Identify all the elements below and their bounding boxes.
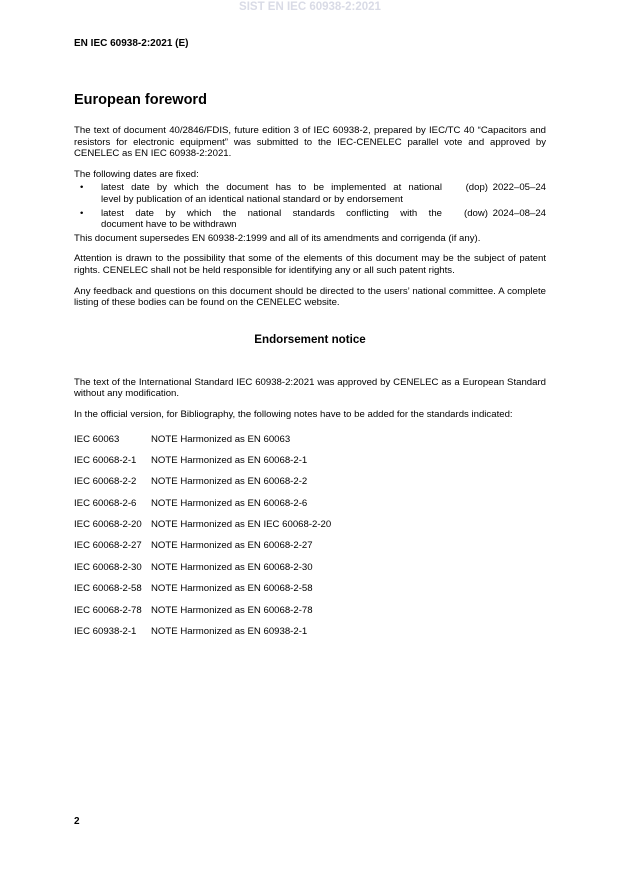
harmonized-note: NOTE Harmonized as EN 60068-2-30 — [151, 561, 313, 573]
harmonized-note: NOTE Harmonized as EN IEC 60068-2-20 — [151, 519, 332, 531]
date-value: 2022–05–24 — [492, 182, 546, 194]
harmonized-note: NOTE Harmonized as EN 60068-2-1 — [151, 454, 308, 466]
watermark: SIST EN IEC 60938-2:2021 — [239, 1, 381, 13]
harmonized-note: NOTE Harmonized as EN 60068-2-2 — [151, 476, 308, 488]
standard-ref: IEC 60068-2-1 — [74, 454, 137, 466]
list-item — [74, 583, 546, 604]
list-item — [74, 626, 546, 647]
foreword-title: European foreword — [74, 92, 207, 108]
page-number: 2 — [74, 816, 80, 827]
list-item — [74, 562, 546, 583]
standard-ref: IEC 60938-2-1 — [74, 626, 137, 638]
harmonized-note: NOTE Harmonized as EN 60938-2-1 — [151, 626, 308, 638]
list-item — [74, 434, 546, 455]
date-code: (dow) — [464, 207, 488, 219]
list-item — [74, 540, 546, 561]
document-id: EN IEC 60938-2:2021 (E) — [74, 38, 189, 49]
standard-ref: IEC 60068-2-30 — [74, 561, 142, 573]
date-description: latest date by which the document has to be implemented at national — [101, 182, 442, 194]
supersedes-text: This document supersedes EN 60938-2:1999 and all of its amendments and corrigenda (if any). — [74, 232, 481, 244]
date-item-dow — [74, 208, 546, 231]
attention-text: Attention is drawn to the possibility that some of the elements of this document may be the subject of patent rights. CENELEC shall not be held responsible for identifying any or all such patent rights. — [74, 253, 546, 276]
harmonized-note: NOTE Harmonized as EN 60063 — [151, 433, 291, 445]
standard-ref: IEC 60063 — [74, 433, 120, 445]
endorsement-text: The text of the International Standard IEC 60938-2:2021 was approved by CENELEC as a European Standard without any modification. — [74, 376, 546, 400]
dates-intro: The following dates are fixed: — [74, 168, 199, 180]
dates-list — [74, 182, 546, 230]
list-item — [74, 476, 546, 497]
date-description-cont: document have to be withdrawn — [101, 219, 237, 231]
standard-ref: IEC 60068-2-6 — [74, 497, 137, 509]
standard-ref: IEC 60068-2-20 — [74, 519, 142, 531]
date-code: (dop) — [465, 182, 488, 194]
list-item — [74, 519, 546, 540]
harmonized-note: NOTE Harmonized as EN 60068-2-78 — [151, 604, 313, 616]
list-item — [74, 605, 546, 626]
date-description-cont: level by publication of an identical national standard or by endorsement — [101, 193, 403, 205]
bibliography-intro: In the official version, for Bibliography, the following notes have to be added for the standards indicated: — [74, 408, 513, 420]
standard-ref: IEC 60068-2-27 — [74, 540, 142, 552]
standard-ref: IEC 60068-2-58 — [74, 583, 142, 595]
bullet: • — [80, 182, 84, 194]
date-value: 2024–08–24 — [492, 207, 546, 219]
standard-ref: IEC 60068-2-78 — [74, 604, 142, 616]
date-item-dop — [74, 182, 546, 205]
list-item — [74, 498, 546, 519]
page-content — [74, 92, 546, 647]
harmonized-note: NOTE Harmonized as EN 60068-2-58 — [151, 583, 313, 595]
standard-ref: IEC 60068-2-2 — [74, 476, 137, 488]
foreword-intro: The text of document 40/2846/FDIS, future edition 3 of IEC 60938-2, prepared by IEC/TC 40 “Capacitors and resistors for electronic equipment” was submitted to the IEC-CENELEC parallel vote and approved by CENELEC as EN IEC 60938-2:2021. — [74, 125, 546, 160]
bibliography-notes — [74, 434, 546, 648]
harmonized-note: NOTE Harmonized as EN 60068-2-27 — [151, 540, 313, 552]
list-item — [74, 455, 546, 476]
bullet: • — [80, 207, 84, 219]
feedback-text: Any feedback and questions on this document should be directed to the users’ national committee. A complete listing of these bodies can be found on the CENELEC website. — [74, 285, 546, 309]
date-description: latest date by which the national standards conflicting with the — [101, 207, 442, 219]
harmonized-note: NOTE Harmonized as EN 60068-2-6 — [151, 497, 308, 509]
endorsement-title: Endorsement notice — [254, 332, 366, 346]
